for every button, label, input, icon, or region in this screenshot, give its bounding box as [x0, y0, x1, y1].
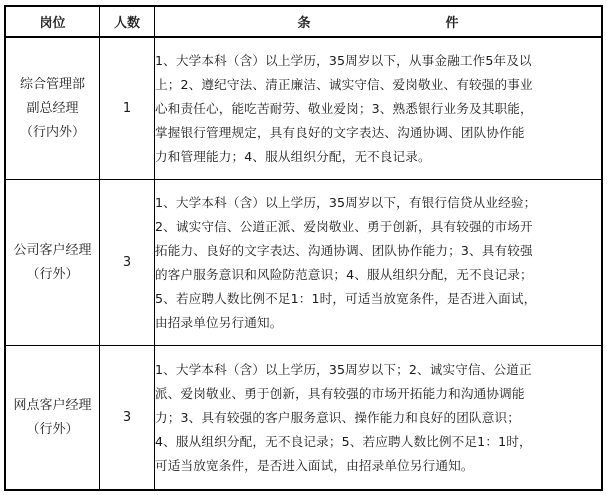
condition-line: 4、服从组织分配，无不良记录；5、若应聘人数比例不足1：1时，: [155, 433, 532, 449]
post-line: 综合管理部: [19, 76, 85, 92]
condition-line: 力和管理能力；4、服从组织分配，无不良记录。: [155, 148, 431, 164]
count-cell: 3: [100, 346, 155, 491]
condition-line: 心和责任心，能吃苦耐劳、敬业爱岗；3、熟悉银行业务及其职能，: [155, 100, 533, 116]
condition-line: 1、大学本科（含）以上学历，35周岁以下；2、诚实守信、公道正: [155, 361, 532, 377]
condition-line: 由招录单位另行通知。: [155, 314, 283, 330]
condition-line: 可适当放宽条件，是否进入面试，由招录单位另行通知。: [155, 457, 474, 473]
table-row: [5, 37, 602, 180]
condition-line: 1、大学本科（含）以上学历，35周岁以下，有银行信贷从业经验；: [155, 194, 537, 210]
condition-line: 力；3、具有较强的客户服务意识、操作能力和良好的团队意识；: [155, 409, 520, 425]
header-conditions-char-2: 件: [445, 16, 459, 31]
post-line: 网点客户经理: [13, 397, 92, 413]
header-conditions-char-1: 条: [297, 16, 311, 31]
post-line: 公司客户经理: [13, 242, 92, 258]
condition-line: 1、大学本科（含）以上学历，35周岁以下，从事金融工作5年及以: [155, 52, 532, 68]
count-cell: 3: [100, 180, 155, 346]
post-cell: [5, 346, 100, 491]
header-count: 人数: [100, 6, 155, 37]
conditions-cell: [155, 37, 603, 180]
post-line: （行内外）: [19, 124, 85, 140]
post-cell: [5, 180, 100, 346]
post-line: （行外）: [26, 266, 79, 282]
conditions-cell: [155, 180, 603, 346]
table-header-row: [5, 6, 602, 37]
condition-line: 派、爱岗敬业、勇于创新，具有较强的市场开拓能力和沟通协调能: [155, 385, 525, 401]
post-cell: [5, 37, 100, 180]
recruitment-table: [4, 5, 603, 491]
condition-line: 拓能力、良好的文字表达、沟通协调、团队协作能力；3、具有较强: [155, 242, 533, 258]
table-row: [5, 180, 602, 346]
count-cell: 1: [100, 37, 155, 180]
condition-line: 掌握银行管理规定，具有良好的文字表达、沟通协调、团队协作能: [155, 124, 525, 140]
header-post: 岗位: [5, 6, 100, 37]
condition-line: 上；2、遵纪守法、清正廉洁、诚实守信、爱岗敬业、有较强的事业: [155, 76, 533, 92]
post-line: （行外）: [26, 421, 79, 437]
header-conditions: [155, 6, 603, 37]
condition-line: 的客户服务意识和风险防范意识；4、服从组织分配，无不良记录；: [155, 266, 533, 282]
condition-line: 2、诚实守信、公道正派、爱岗敬业、勇于创新，具有较强的市场开: [155, 218, 533, 234]
post-line: 副总经理: [26, 100, 79, 116]
conditions-cell: [155, 346, 603, 491]
table-row: [5, 346, 602, 491]
condition-line: 5、若应聘人数比例不足1：1时，可适当放宽条件，是否进入面试，: [155, 290, 537, 306]
